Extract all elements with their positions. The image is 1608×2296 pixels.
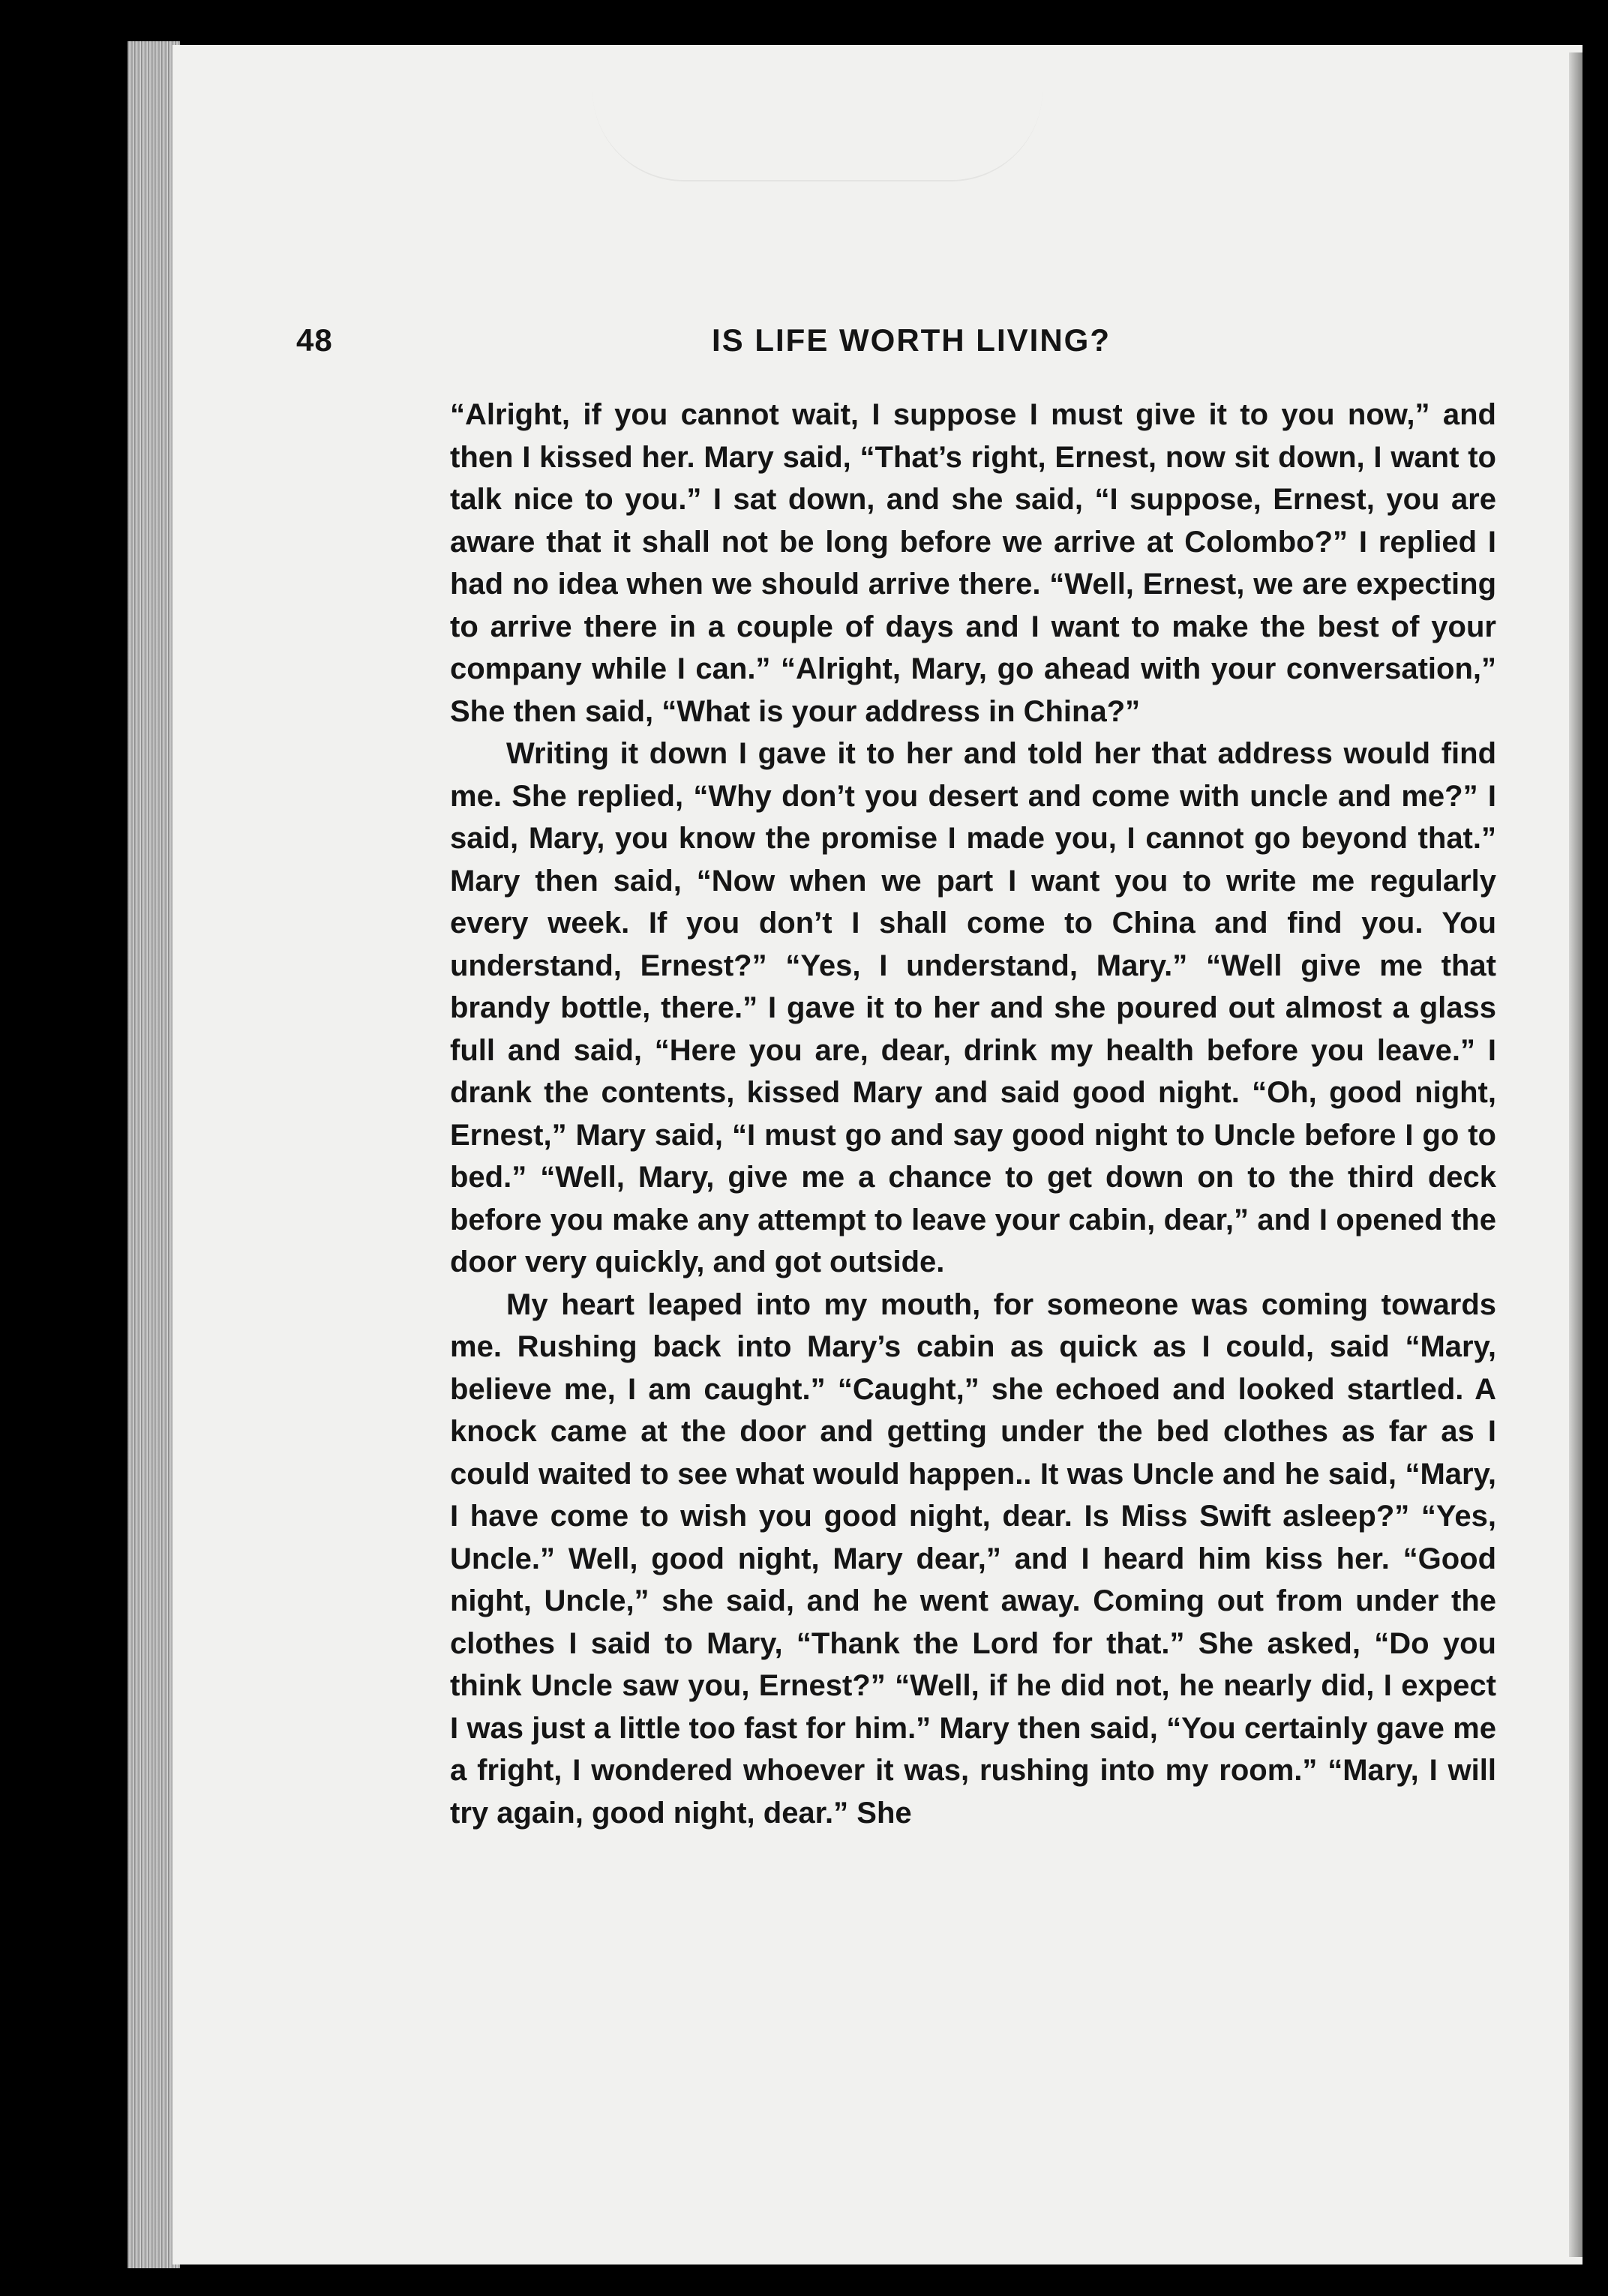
page-number: 48 <box>296 322 333 358</box>
right-page-edge <box>1569 52 1582 2257</box>
paragraph: Writing it down I gave it to her and told her that address would find me. She replied, “Why don’t you desert and come with uncle and me?” I said, Mary, you know the promise I made you, I cannot go beyond that.” Mary then said, “Now when we part I want you to write me regularly every week. If you don’t I shall come to China and find you. You understand, Ernest?” “Yes, I understand, Mary.” “Well give me that brandy bottle, there.” I gave it to her and she poured out almost a glass full and said, “Here you are, dear, drink my health before you leave.” I drank the contents, kissed Mary and said good night. “Oh, good night, Ernest,” Mary said, “I must go and say good night to Uncle before I go to bed.” “Well, Mary, give me a chance to get down on to the third deck before you make any attempt to leave your cabin, dear,” and I opened the door very quickly, and got outside. <box>450 737 1496 1278</box>
body-text <box>450 394 1496 1834</box>
running-title: IS LIFE WORTH LIVING? <box>712 322 1111 358</box>
paragraph: My heart leaped into my mouth, for someone was coming towards me. Rushing back into Mary’s cabin as quick as I could, said “Mary, believe me, I am caught.” “Caught,” she echoed and looked startled. A knock came at the door and getting under the bed clothes as far as I could waited to see what would happen.. It was Uncle and he said, “Mary, I have come to wish you good night, dear. Is Miss Swift asleep?” “Yes, Uncle.” Well, good night, Mary dear,” and I heard him kiss her. “Good night, Uncle,” she said, and he went away. Coming out from under the clothes I said to Mary, “Thank the Lord for that.” She asked, “Do you think Uncle saw you, Ernest?” “Well, if he did not, he nearly did, I expect I was just a little too fast for him.” Mary then said, “You certainly gave me a fright, I wondered whoever it was, rushing into my room.” “Mary, I will try again, good night, dear.” She <box>450 1287 1496 1830</box>
paragraph: “Alright, if you cannot wait, I suppose I must give it to you now,” and then I kissed her. Mary said, “That’s right, Ernest, now sit down, I want to talk nice to you.” I sat down, and she said, “I suppose, Ernest, you are aware that it shall not be long before we arrive at Colombo?” I replied I had no idea when we should arrive there. “Well, Ernest, we are expecting to arrive there in a couple of days and I want to make the best of your company while I can.” “Alright, Mary, go ahead with your conversation,” She then said, “What is your address in China?” <box>450 398 1496 728</box>
page-header <box>296 322 1526 375</box>
paper-stain <box>592 90 1042 181</box>
